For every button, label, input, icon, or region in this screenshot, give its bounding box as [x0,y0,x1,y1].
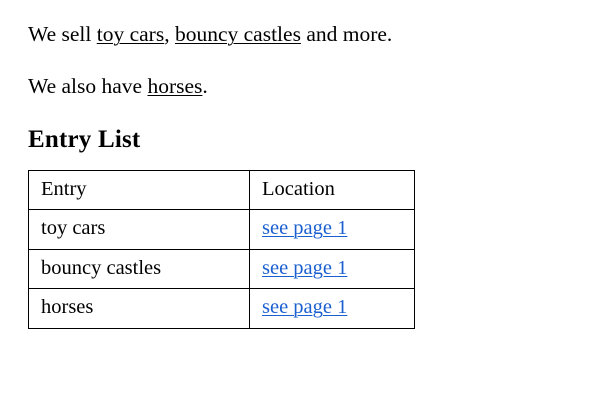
text-segment: and more. [300,22,393,46]
section-heading: Entry List [28,125,141,153]
text-segment: , [164,22,175,46]
see-page-link[interactable]: see page 1 [262,217,348,240]
entry-list-table [28,170,415,329]
table-row [29,210,415,250]
see-page-link[interactable]: see page 1 [262,256,348,279]
inline-link-toy-cars[interactable]: toy cars [96,22,165,46]
paragraph-1 [28,22,588,48]
see-page-link[interactable]: see page 1 [262,296,348,319]
table-cell-entry: horses [29,289,250,329]
table-header-entry: Entry [29,170,250,210]
table-header-location: Location [250,170,415,210]
inline-link-horses[interactable]: horses [147,73,203,98]
paragraph-2 [28,74,588,100]
table-cell-entry: bouncy castles [29,249,250,289]
text-segment: We also have [28,73,148,98]
table-cell-entry: toy cars [29,210,250,250]
table-header-row [29,170,415,210]
inline-link-bouncy-castles[interactable]: bouncy castles [174,22,301,46]
table-cell-location [250,210,415,250]
table-row [29,249,415,289]
table-row [29,289,415,329]
table-cell-location [250,249,415,289]
text-segment: . [202,73,208,98]
text-segment: We sell [28,22,97,46]
table-cell-location [250,289,415,329]
